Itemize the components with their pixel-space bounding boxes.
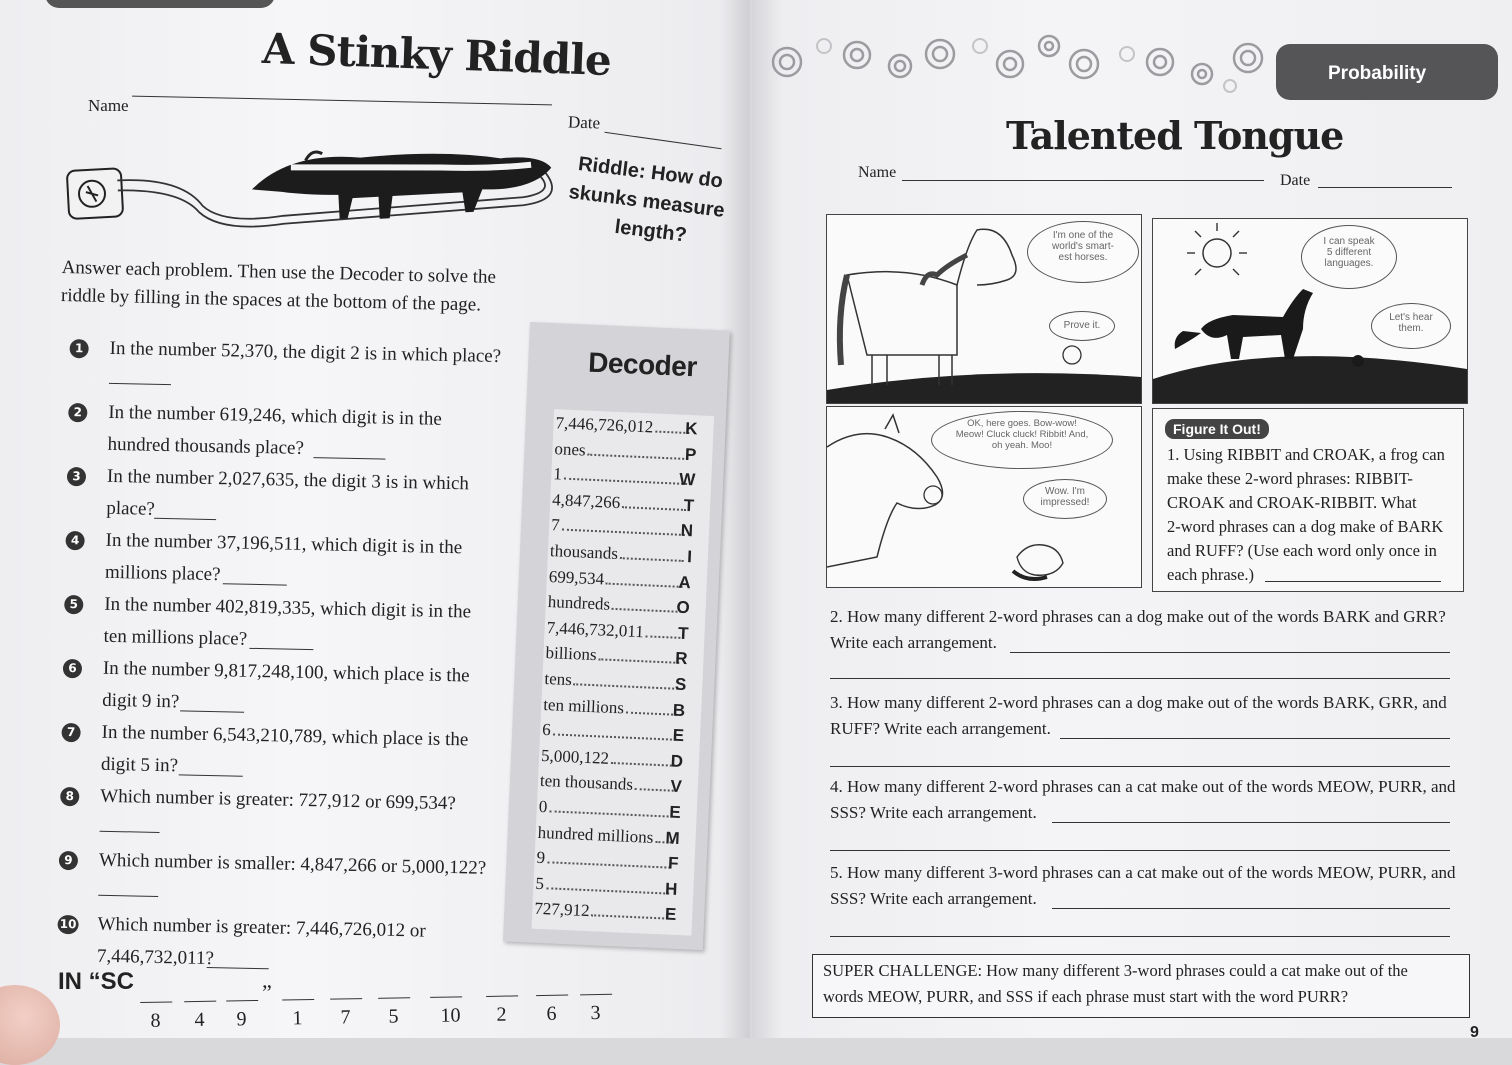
answer-blank[interactable] (830, 766, 1450, 767)
top-tab-fragment (45, 0, 275, 8)
decoder-letter: H (664, 879, 678, 899)
bubble-line: languages. (1324, 258, 1374, 269)
decoder-leader-dots (598, 649, 679, 665)
question-text: In the number 6,543,210,789, which place is the (101, 721, 469, 751)
decoder-letter: V (670, 776, 683, 797)
question-item (69, 396, 529, 459)
q1-line: 2-word phrases can a dog make of BARK (1167, 517, 1444, 536)
decoder-value: 727,912 (534, 899, 591, 921)
decoder-letter: P (684, 444, 697, 464)
question-number: 5 (64, 595, 83, 614)
answer-letter-slot[interactable] (430, 984, 465, 1031)
decoder-row (551, 516, 702, 543)
question-5 (830, 860, 1490, 912)
decoder-letter: E (664, 904, 677, 925)
question-4-text: 4. How many different 2-word phrases can a cat make out of the words MEOW, PURR, and (830, 777, 1456, 796)
decoder-row (554, 439, 705, 466)
answer-slot-number: 2 (496, 1003, 507, 1026)
question-number: 4 (65, 531, 84, 550)
decoder-leader-dots (622, 496, 686, 511)
decoder-row (538, 797, 689, 824)
question-4-text: SSS? Write each arrangement. (830, 803, 1037, 822)
answer-letter-blank[interactable] (226, 1000, 258, 1002)
decoder-row (547, 592, 698, 619)
bubble-line: oh yeah. Moo! (991, 440, 1053, 451)
decoder-row (535, 874, 686, 901)
answer-letter-slot[interactable] (282, 987, 317, 1034)
decoder-value: hundred millions (537, 822, 654, 847)
question-text: Which number is greater: 727,912 or 699,534? (100, 785, 457, 815)
answer-blank[interactable] (830, 936, 1450, 937)
decoder-value: 7,446,726,012 (555, 413, 654, 437)
decoder-leader-dots (635, 778, 674, 792)
skunk-tape-measure-illustration (62, 140, 572, 235)
answer-blank[interactable] (1265, 581, 1441, 582)
answer-slot-number: 9 (236, 1008, 247, 1031)
date-label: Date (567, 112, 601, 133)
question-number: 1 (69, 339, 88, 358)
answer-slot-number: 8 (150, 1009, 161, 1032)
question-item (66, 524, 526, 586)
decoder-letter: E (672, 725, 685, 746)
challenge-text: words MEOW, PURR, and SSS if each phrase must start with the word PURR? (823, 987, 1349, 1006)
bubble-line: Meow! Cluck cluck! Ribbit! And, (955, 429, 1089, 440)
decoder-value: 9 (536, 847, 546, 868)
question-item (65, 588, 525, 650)
answer-letter-slot[interactable] (330, 986, 365, 1033)
question-number: 2 (68, 403, 87, 422)
decoder-letter: B (672, 700, 686, 720)
answer-closing-quote: ” (261, 979, 273, 1005)
answer-letter-blank[interactable] (282, 999, 314, 1001)
decoder-letter: S (674, 674, 687, 695)
speech-bubble (1301, 225, 1397, 289)
page-title-left: A Stinky Riddle (261, 23, 612, 86)
decoder-list (532, 409, 715, 935)
question-1-text (1167, 443, 1459, 587)
question-text: hundred thousands place? (107, 433, 305, 459)
page-title-right: Talented Tongue (1006, 113, 1344, 158)
decoder-letter: R (674, 649, 688, 669)
decoder-row (550, 541, 701, 568)
question-list (57, 332, 530, 981)
decoder-letter: O (676, 597, 691, 618)
decoder-letter: A (678, 572, 692, 592)
answer-letter-slot[interactable] (184, 989, 219, 1036)
answer-slot-number: 1 (292, 1007, 303, 1030)
answer-blank[interactable] (1052, 908, 1450, 909)
question-text: In the number 402,819,335, which digit is in the (104, 593, 472, 623)
name-label: Name (88, 96, 129, 115)
bubble-line: world's smart- (1052, 241, 1114, 252)
speech-bubble: Prove it. (1049, 311, 1115, 341)
decoder-letter: T (683, 495, 695, 516)
answer-blank[interactable] (109, 383, 171, 385)
decoder-value: 0 (538, 796, 548, 817)
answer-letter-slot[interactable] (378, 985, 413, 1032)
decoder-leader-dots (549, 800, 672, 817)
decoder-panel (503, 322, 730, 950)
bubble-line: Wow. I'm (1044, 486, 1086, 497)
answer-blank[interactable] (830, 850, 1450, 851)
comic-panel-1 (826, 214, 1142, 404)
decoder-leader-dots (612, 598, 682, 613)
instructions-line: riddle by filling in the spaces at the bottom of the page. (60, 284, 482, 316)
riddle-line: Riddle: How do (576, 152, 725, 193)
question-2 (830, 604, 1470, 656)
q1-line: and RUFF? (Use each word only once in (1167, 541, 1437, 560)
date-line (1318, 187, 1452, 188)
answer-letter-slot[interactable] (226, 988, 261, 1035)
q1-line: CROAK and CROAK-RIBBIT. What (1167, 493, 1417, 512)
question-text: In the number 9,817,248,100, which place is the (102, 657, 470, 687)
decoder-value: ones (554, 438, 587, 460)
question-3 (830, 690, 1470, 742)
name-line (902, 180, 1264, 181)
decoder-value: 699,534 (548, 566, 605, 589)
answer-blank[interactable] (249, 648, 313, 650)
riddle-line: skunks measure (567, 181, 726, 222)
super-challenge-box (812, 954, 1470, 1018)
decoder-row (542, 720, 693, 747)
speech-bubble (1027, 221, 1139, 283)
answer-letter-blank[interactable] (330, 998, 362, 1000)
question-item (58, 908, 518, 970)
decoder-row (552, 490, 703, 517)
question-text: digit 9 in? (102, 689, 180, 713)
question-3-text: RUFF? Write each arrangement. (830, 719, 1051, 738)
answer-letter-slot[interactable] (536, 982, 571, 1029)
question-text: digit 5 in? (100, 753, 179, 777)
question-text: In the number 2,027,635, the digit 3 is in which (106, 465, 470, 495)
answer-blank[interactable] (100, 831, 160, 833)
decoder-leader-dots (591, 905, 668, 920)
answer-letter-slot[interactable] (140, 989, 175, 1036)
answer-letter-slot[interactable] (580, 982, 615, 1029)
answer-blank[interactable] (1052, 822, 1450, 823)
question-item (70, 332, 530, 368)
decoder-row (540, 771, 691, 798)
decoder-letter: M (665, 828, 681, 848)
question-text: ten millions place? (103, 625, 248, 650)
speech-bubble (1371, 303, 1451, 349)
decoder-value: hundreds (547, 592, 611, 614)
question-text: millions place? (104, 561, 221, 586)
decoder-leader-dots (561, 519, 684, 536)
decoder-value: thousands (549, 541, 619, 564)
name-line (132, 96, 552, 106)
question-number: 6 (63, 659, 82, 678)
question-number: 8 (60, 787, 79, 806)
decoder-letter: N (680, 521, 694, 541)
answer-letter-blank[interactable] (140, 1001, 172, 1003)
bubble-line: I can speak (1323, 236, 1375, 247)
decoder-row (553, 464, 704, 491)
bubble-line: OK, here goes. Bow-wow! (967, 418, 1077, 429)
question-item (62, 716, 522, 777)
answer-letter-blank[interactable] (536, 995, 568, 997)
bubble-line: est horses. (1058, 252, 1108, 263)
answer-slot-number: 7 (340, 1006, 351, 1029)
decoder-value: 5,000,122 (540, 745, 610, 768)
decoder-value: tens (544, 668, 573, 690)
question-text: Which number is greater: 7,446,726,012 or (97, 913, 426, 942)
instructions (61, 254, 497, 320)
decoder-row (555, 413, 706, 440)
left-page (0, 0, 750, 1038)
question-text: place? (106, 497, 156, 520)
decoder-title: Decoder (587, 346, 698, 383)
speech-bubble (1023, 479, 1107, 519)
q1-line: each phrase.) (1167, 565, 1255, 584)
answer-slot-number: 4 (194, 1008, 205, 1032)
question-number: 7 (61, 723, 80, 742)
bubble-line: them. (1398, 323, 1424, 334)
decoder-letter: I (686, 547, 693, 567)
decoder-letter: D (670, 751, 684, 771)
answer-slot-number: 10 (440, 1004, 461, 1027)
question-text: In the number 37,196,511, which digit is in the (105, 529, 463, 559)
question-4 (830, 774, 1490, 826)
answer-letter-blank[interactable] (430, 996, 462, 998)
challenge-text: SUPER CHALLENGE: How many different 3-word phrases could a cat make out of the (823, 961, 1408, 980)
decoder-row (534, 899, 685, 926)
question-number: 3 (67, 467, 86, 486)
decoder-letter: K (684, 418, 698, 439)
decoder-row (543, 695, 694, 722)
answer-slot-number: 5 (388, 1005, 399, 1028)
decoder-value: ten thousands (539, 771, 634, 795)
speech-bubble (931, 411, 1113, 469)
answer-blank[interactable] (98, 895, 158, 897)
decoder-row (546, 618, 697, 645)
answer-blank[interactable] (154, 518, 216, 520)
decoder-leader-dots (546, 877, 669, 894)
question-text: 7,446,732,011? (96, 945, 215, 970)
comic-panel-3 (826, 406, 1142, 588)
riddle-text (569, 150, 748, 257)
decoder-value: 1 (552, 464, 563, 484)
decoder-row (548, 567, 699, 594)
finger-decoration (0, 985, 60, 1065)
answer-blank[interactable] (179, 774, 243, 776)
decoder-row (544, 669, 695, 696)
question-5-text: SSS? Write each arrangement. (830, 889, 1037, 908)
question-item (63, 652, 523, 713)
decoder-letter: F (667, 853, 679, 874)
question-number: 10 (57, 915, 78, 934)
question-text: Which number is smaller: 4,847,266 or 5,000,122? (98, 849, 487, 879)
question-number: 9 (59, 851, 78, 870)
answer-blank[interactable] (180, 710, 244, 712)
decoder-value: 7,446,732,011 (546, 617, 645, 642)
bubble-line: Let's hear (1389, 312, 1433, 323)
question-text: In the number 619,246, which digit is in the (108, 401, 442, 430)
page-number: 9 (1470, 1024, 1479, 1041)
answer-slot-number: 3 (590, 1001, 601, 1025)
figure-it-out-panel (1152, 408, 1464, 592)
answer-prefix: IN “SC (58, 968, 135, 995)
bubble-line: impressed! (1040, 497, 1090, 508)
answer-slot-number: 6 (546, 1002, 557, 1025)
decoder-value: 6 (541, 720, 552, 740)
decoder-leader-dots (620, 547, 684, 562)
question-2-text: 2. How many different 2-word phrases can a dog make out of the words BARK and GRR? (830, 607, 1446, 626)
answer-blank[interactable] (1010, 652, 1450, 653)
decoder-value: 4,847,266 (551, 489, 621, 512)
figure-it-out-badge: Figure It Out! (1165, 419, 1269, 439)
answer-letter-blank[interactable] (184, 1001, 216, 1003)
answer-letter-blank[interactable] (378, 997, 410, 999)
tab-label: Probability (1328, 63, 1427, 84)
answer-row (140, 981, 641, 1038)
decoder-letter: T (677, 623, 689, 644)
question-3-text: 3. How many different 2-word phrases can a dog make out of the words BARK, GRR, and (830, 693, 1447, 712)
date-line (605, 132, 722, 149)
right-page (752, 0, 1512, 1041)
answer-blank[interactable] (313, 457, 385, 460)
decoder-value: ten millions (542, 694, 625, 718)
decoder-leader-dots (587, 443, 688, 459)
decoder-leader-dots (611, 752, 675, 767)
answer-letter-blank[interactable] (580, 994, 612, 996)
decoder-leader-dots (606, 572, 683, 587)
decoder-leader-dots (626, 701, 677, 715)
decoder-letter: W (678, 469, 696, 490)
date-label: Date (1280, 172, 1311, 189)
decoder-row (537, 822, 688, 849)
riddle-line: length? (613, 215, 688, 247)
answer-blank[interactable] (223, 583, 287, 585)
decoder-value: 7 (550, 515, 561, 535)
question-2-text: Write each arrangement. (830, 633, 997, 652)
comic-panel-2 (1152, 218, 1468, 404)
question-5-text: 5. How many different 3-word phrases can a cat make out of the words MEOW, PURR, and (830, 863, 1456, 882)
decoder-value: billions (545, 643, 597, 665)
decoder-row (536, 848, 687, 875)
question-item (61, 780, 521, 815)
answer-blank[interactable] (1060, 738, 1450, 739)
decoder-leader-dots (552, 724, 675, 741)
name-label: Name (858, 164, 897, 181)
decoder-row (541, 746, 692, 773)
decoder-letter: E (668, 802, 682, 823)
decoder-leader-dots (564, 468, 687, 485)
decoder-leader-dots (547, 851, 670, 868)
bubble-line: 5 different (1326, 247, 1372, 258)
answer-letter-slot[interactable] (486, 983, 521, 1030)
answer-blank[interactable] (207, 967, 269, 969)
decoder-row (545, 643, 696, 670)
q1-line: 1. Using RIBBIT and CROAK, a frog can (1167, 445, 1445, 464)
question-text: In the number 52,370, the digit 2 is in which place? (109, 337, 502, 368)
answer-blank[interactable] (830, 678, 1450, 679)
instructions-line: Answer each problem. Then use the Decoder to solve the (61, 256, 497, 288)
q1-line: make these 2-word phrases: RIBBIT- (1167, 469, 1413, 488)
decoder-leader-dots (645, 625, 680, 639)
bubble-line: I'm one of the (1052, 230, 1114, 241)
decoder-leader-dots (574, 673, 679, 690)
question-item (59, 844, 519, 879)
decoder-value: 5 (535, 873, 545, 893)
answer-letter-blank[interactable] (486, 995, 518, 997)
